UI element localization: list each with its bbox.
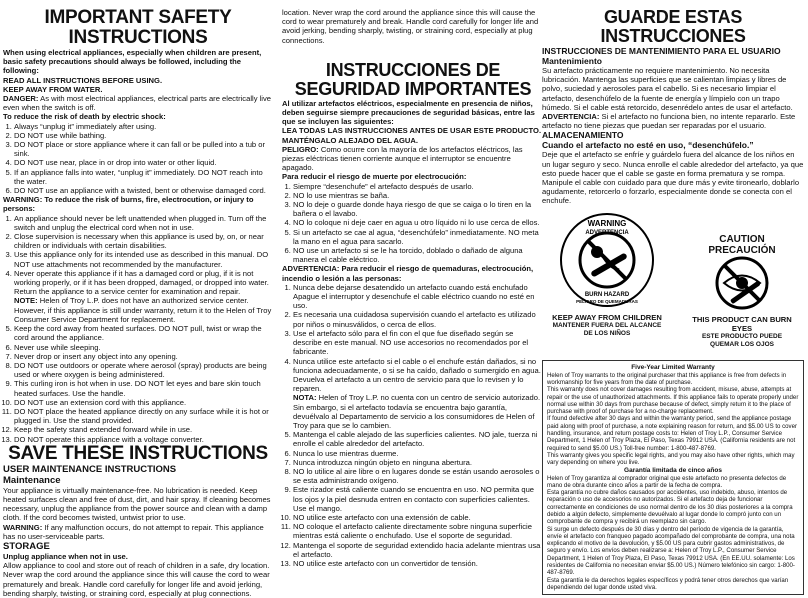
shock-heading: To reduce the risk of death by electric shock: [3, 112, 166, 122]
intro: When using electrical appliances, especially when children are present, basic safety precautions should always be followed, including the following: [3, 48, 262, 76]
storage-text: Deje que el artefacto se enfríe y guárdelo fuera del alcance de los niños en un lugar seguro y seco. Nunca enrolle el cable alrededor del artefacto, ya que esto puede hacer que el cable se gaste en forma prematura y se rompa. Manipule el cable con cuidado para que dure más y evite tironearlo, doblarlo agudamente, retorcerlo o forzarlo, especialmente donde se conecta con el enchufe. [542, 150, 804, 206]
list-item: 6. DO NOT use an appliance with a twisted, bent or otherwise damaged cord. [14, 186, 273, 195]
list-item: 8. NO lo utilice al aire libre o en lugares donde se están usando aerosoles o se esta administrando oxígeno. [293, 467, 544, 485]
burn-eyes-text: THIS PRODUCT CAN BURN EYES [692, 314, 792, 333]
list-item: 10. NO utilice este artefacto con una extensión de cable. [293, 513, 544, 522]
burn-hazard-word: BURN HAZARD [584, 291, 630, 298]
user-maintenance-heading: USER MAINTENANCE INSTRUCTIONS [3, 463, 177, 475]
peligro-word: PELIGRO DE QUEMADURAS [576, 298, 638, 304]
warning-label: ADVERTENCIA: [542, 112, 600, 122]
spanish-title: INSTRUCCIONES DE SEGURIDAD IMPORTANTES [294, 59, 532, 99]
warranty-title: Five-Year Limited Warranty [631, 363, 715, 371]
danger-label: PELIGRO: [282, 144, 319, 154]
caution-word: CAUTION [719, 233, 765, 245]
storage-heading: STORAGE [3, 540, 50, 552]
danger-paragraph [282, 145, 544, 173]
maintenance-warning [3, 523, 273, 541]
note-label: NOTE: [14, 296, 38, 306]
read-all: READ ALL INSTRUCTIONS BEFORE USING. [3, 75, 163, 85]
warranty-paragraph: Esta garantía no cubre daños causados por accidentes, uso indebido, abuso, intentos de reparación o uso de accesorios no autorizados. Si el artefacto deja de funcionar correctamente en condiciones de uso normal dentro de los 30 días posteriores a la compra debido a algún defecto, simplemente devuélvalo al lugar donde lo compró junto con un comprobante de compra y recibirá un reemplazo sin cargo. [547, 489, 793, 526]
eye-burn-icon [712, 256, 772, 310]
precaucion-word: PRECAUCIÓN [708, 244, 776, 256]
intro: Al utilizar artefactos eléctricos, especialmente en presencia de niños, deben seguirse siempre precauciones de seguridad básicas, entre las que se incluyen las siguientes: [282, 98, 535, 127]
list-item: 9. This curling iron is hot when in use. DO NOT let eyes and bare skin touch heated surfaces. Use the handle. [14, 379, 273, 397]
keep-away-children: KEEP AWAY FROM CHILDREN [552, 312, 662, 322]
storage-subheading: Unplug appliance when not in use. [3, 551, 128, 561]
list-item: 4. DO NOT use near, place in or drop into water or other liquid. [14, 158, 273, 167]
storage-text: Allow appliance to cool and store out of reach of children in a safe, dry location. Never wrap the cord around the appliance since this will cause the cord to wear prematurely and break. Handle cord carefully for longer life and avoid jerking, bending sharply, twisting, or straining cord, especially at plug connections. [3, 561, 270, 598]
warning-text: Si el artefacto no funciona bien, no intente repararlo. Este artefacto no tiene piezas que puedan ser reparadas por el usuario. [542, 112, 796, 131]
storage-text-continued: location. Never wrap the cord around the appliance since this will cause the cord to wear prematurely and break. Handle cord carefully for longer life and avoid jerking, bending sharply, twisting, or straining cord, especially at plug connections. [282, 8, 539, 45]
warning-list [3, 214, 273, 444]
storage-subheading: Cuando el artefacto no esté en uso, “desenchúfelo.” [542, 140, 754, 151]
list-item: 1. Nunca debe dejarse desatendido un artefacto cuando está enchufado Apague el interruptor y desenchufe el cable eléctrico cuando no esté en uso. [293, 283, 544, 311]
danger-label: DANGER: [3, 94, 39, 104]
warning-list [282, 283, 544, 568]
list-item: 4. NO lo coloque ni deje caer en agua u otro líquido ni lo use cerca de ellos. [293, 218, 544, 227]
list-item: 2. Close supervision is necessary when this appliance is used by, on, or near children or individuals with certain disabilities. [14, 232, 273, 250]
list-item: 7. Never drop or insert any object into any opening. [14, 352, 273, 361]
list-item: 3. NO lo deje o guarde donde haya riesgo de que se caiga o lo tiren en la bañera o el lavabo. [293, 200, 544, 218]
list-item: 12. Mantenga el soporte de seguridad extendido hacia adelante mientras usa el artefacto. [293, 541, 544, 559]
guarde-title: GUARDE ESTAS INSTRUCCIONES [600, 7, 746, 46]
storage-heading: ALMACENAMIENTO [542, 130, 624, 141]
list-item: 6. NO use un artefacto si se le ha torcido, doblado o dañado de alguna manera el cable eléctrico. [293, 246, 544, 264]
warning-heading: WARNING: To reduce the risk of burns, fire, electrocution, or injury to persons: [3, 195, 254, 214]
maintenance-heading: Maintenance [3, 474, 61, 486]
danger-text: As with most electrical appliances, electrical parts are electrically live even when the switch is off. [3, 94, 271, 113]
list-item: 3. Use el artefacto sólo para el fin con el que fue diseñado según se describe en este manual. NO use accesorios no recomendados por el fabricante. [293, 329, 544, 357]
list-item: 2. Es necesaria una cuidadosa supervisión cuando el artefacto es utilizado por niños o minusválidos, o cerca de ellos. [293, 310, 544, 328]
list-item: 1. Siempre “desenchufe” el artefacto después de usarlo. [293, 182, 544, 191]
spanish-column [282, 8, 544, 568]
list-item: 6. Nunca lo use mientras duerme. [293, 449, 544, 458]
warning-icons [542, 212, 804, 352]
shock-heading: Para reducir el riesgo de muerte por electrocución: [282, 172, 467, 182]
maintenance-warning [542, 112, 804, 130]
list-item: 13. DO NOT operate this appliance with a voltage converter. [14, 435, 273, 444]
list-item: 5. Keep the cord away from heated surfaces. DO NOT pull, twist or wrap the cord around the appliance. [14, 324, 273, 342]
warranty-paragraph: Si surge un defecto después de 30 días y dentro del período de vigencia de la garantía, envíe el artefacto con franqueo pagado acompañado del comprobante de compra, una nota explicando el motivo de la devolución, y $5.00 US para cubrir gastos administrativos, de seguro y envío. Los envíos deben realizarse a: Helen of Troy L.P., Consumer Service Department, 1 Helen of Troy Plaza, El Paso, Texas 79912 USA. (En EE.UU. solamente: Los residentes de California no necesitan enviar $5.00 US.) Número telefónico sin cargo: 1-800-487-8769. [547, 525, 795, 577]
warranty-title-es: Garantía limitada de cinco años [624, 466, 722, 474]
warranty-paragraph: Esta garantía le da derechos legales específicos y podrá tener otros derechos que varían dependiendo del lugar donde usted viva. [547, 576, 789, 591]
quemar-ojos-text: ESTE PRODUCTO PUEDE QUEMAR LOS OJOS [701, 332, 783, 348]
read-all: LEA TODAS LAS INSTRUCCIONES ANTES DE USAR ESTE PRODUCTO. [282, 126, 542, 136]
list-item: 5. Si un artefacto se cae al agua, “desenchúfelo” inmediatamente. NO meta la mano en el agua para sacarlo. [293, 228, 544, 246]
warranty-paragraph: Helen of Troy warrants to the original purchaser that this appliance is free from defects in workmanship for five years from the date of purchase. [547, 371, 787, 386]
note-text: Helen of Troy L.P. does not have an authorized service center. However, if this appliance is still under warranty, return it to the Helen of Troy Consumer Service Department for replacement. [14, 296, 272, 324]
list-item: 3. Use this appliance only for its intended use as described in this manual. DO NOT use attachments not recommended by the manufacturer. [14, 250, 273, 268]
list-item: 12. Keep the safety stand extended forward while in use. [14, 425, 273, 434]
list-item: 1. Always “unplug it” immediately after using. [14, 122, 273, 131]
keep-away-water: MANTÉNGALO ALEJADO DEL AGUA. [282, 135, 418, 145]
list-item-text: Never operate this appliance if it has a damaged cord or plug, if it is not working properly, or if it has been dropped, damaged, or dropped into water. Return the appliance to a service center for examination and repair. [14, 268, 269, 297]
caution-symbol [692, 234, 792, 349]
list-item: 5. If an appliance falls into water, “unplug it” immediately. DO NOT reach into the water. [14, 168, 273, 186]
shock-list [282, 182, 544, 265]
list-item: 5. Mantenga el cable alejado de las superficies calientes. NO jale, tuerza ni enrolle el cable alrededor del artefacto. [293, 430, 544, 448]
list-item: 1. An appliance should never be left unattended when plugged in. Turn off the switch and unplug the electrical cord when not in use. [14, 214, 273, 232]
warranty-paragraph: If found defective after 30 days and within the warranty period, send the appliance postage paid along with proof of purchase, a note explaining reason for return, and $5.00 US to cover handling, insurance, and return postage costs to: Helen of Troy L.P., Consumer Service Department, 1 Helen of Troy Plaza, El Paso, Texas 79912 USA. (California residents are not required to send $5.00 US.) Toll-free number: 1-800-487-8769. [547, 415, 798, 452]
list-item: 11. NO coloque el artefacto caliente directamente sobre ninguna superficie mientras está caliente o enchufado. Use el soporte de seguridad. [293, 522, 544, 540]
list-item: 2. DO NOT use while bathing. [14, 131, 273, 140]
note-label: NOTA: [293, 393, 317, 403]
maintenance-text: Your appliance is virtually maintenance-free. No lubrication is needed. Keep heated surfaces clean and free of dust, dirt, and hair spray. If cleaning becomes necessary, unplug the appliance from the power source and clean with a damp cloth. If the cord becomes twisted, untwist prior to use. [3, 485, 271, 523]
list-item: 11. DO NOT place the heated appliance directly on any surface while it is hot or plugged in. Use the stand provided. [14, 407, 273, 425]
maintenance-heading: Mantenimiento [542, 56, 602, 66]
list-item: 10. DO NOT use an extension cord with this appliance. [14, 398, 273, 407]
page-title: IMPORTANT SAFETY INSTRUCTIONS [44, 7, 232, 48]
user-maintenance-heading: INSTRUCCIONES DE MANTENIMIENTO PARA EL USUARIO [542, 46, 781, 56]
list-item-text: Nunca utilice este artefacto si el cable o el enchufe están dañados, si no funciona adecuadamente, o si se ha caído, dañado o sumergido en agua. Devuelva el artefacto a un centro de servicio para que lo revisen y lo reparen. [293, 356, 541, 394]
list-item: 2. NO lo use mientras se baña. [293, 191, 544, 200]
list-item [14, 269, 273, 324]
spanish-maintenance-column [542, 8, 804, 595]
shock-list [3, 122, 273, 196]
danger-paragraph [3, 94, 273, 112]
list-item [293, 357, 544, 431]
warranty-paragraph: Helen of Troy garantiza al comprador original que este artefacto no presenta defectos de mano de obra durante cinco años a partir de la fecha de compra. [547, 474, 787, 489]
danger-text: Como ocurre con la mayoría de los artefactos eléctricos, las piezas eléctricas tienen corriente aunque el interruptor se encuentre apagado. [282, 144, 523, 173]
warranty-paragraph: This warranty gives you specific legal rights, and you may also have other rights, which may vary depending on where you live. [547, 451, 795, 467]
warranty-paragraph: This warranty does not cover damages resulting from accident, misuse, abuse, attempts at repair or the use of unauthorized attachments. If this appliance fails to operate properly under normal use within 30 days from purchase because of defect, simply return it to the place of purchase with proof of purchase for a no-charge replacement. [547, 386, 799, 416]
keep-away-water: KEEP AWAY FROM WATER. [3, 84, 103, 94]
list-item: 6. Never use while sleeping. [14, 343, 273, 352]
warning-text: If any malfunction occurs, do not attempt to repair. This appliance has no user-serviceable parts. [3, 522, 264, 541]
list-item: 8. DO NOT use outdoors or operate where aerosol (spray) products are being used or where oxygen is being administered. [14, 361, 273, 379]
list-item: 9. Este rizador está caliente cuando se encuentra en uso. NO permita que los ojos y la piel desnuda entren en contacto con superficies calientes. Use el mango. [293, 485, 544, 513]
list-item: 13. NO utilice este artefacto con un convertidor de tensión. [293, 559, 544, 568]
maintenance-text: Su artefacto prácticamente no requiere mantenimiento. No necesita lubricación. Mantenga las superficies que se calientan limpias y libres de polvo, suciedad y aerosoles para el cabello. Si es necesario limpiar el artefacto, desenchúfelo de la fuente de energía y límpielo con un trapo húmedo. Si el cable está retorcido, desenrédelo antes de usar el artefacto. [542, 66, 793, 112]
burn-hazard-symbol [552, 212, 662, 338]
save-instructions-title: SAVE THESE INSTRUCTIONS [8, 442, 268, 464]
english-column [3, 7, 273, 598]
list-item: 3. DO NOT place or store appliance where it can fall or be pulled into a tub or sink. [14, 140, 273, 158]
mantener-fuera: MANTENER FUERA DEL ALCANCE DE LOS NIÑOS [552, 321, 662, 337]
warning-label: WARNING: [3, 522, 43, 532]
warning-word: WARNING [587, 218, 627, 228]
note-text: Helen of Troy L.P. no cuenta con un centro de servicio autorizado. Sin embargo, si el artefacto todavía se encuentra bajo garantía, devuélvalo al Departamento de servicio a los consumidores de Helen of Troy para que se lo cambien. [293, 393, 541, 430]
burn-hazard-icon [559, 212, 655, 308]
advertencia-word: ADVERTENCIA [585, 229, 629, 236]
list-item: 7. Nunca introduzca ningún objeto en ninguna abertura. [293, 458, 544, 467]
warranty-box [542, 360, 804, 596]
warning-heading: ADVERTENCIA: Para reducir el riesgo de quemaduras, electrocución, incendio o lesión a las personas: [282, 264, 534, 283]
